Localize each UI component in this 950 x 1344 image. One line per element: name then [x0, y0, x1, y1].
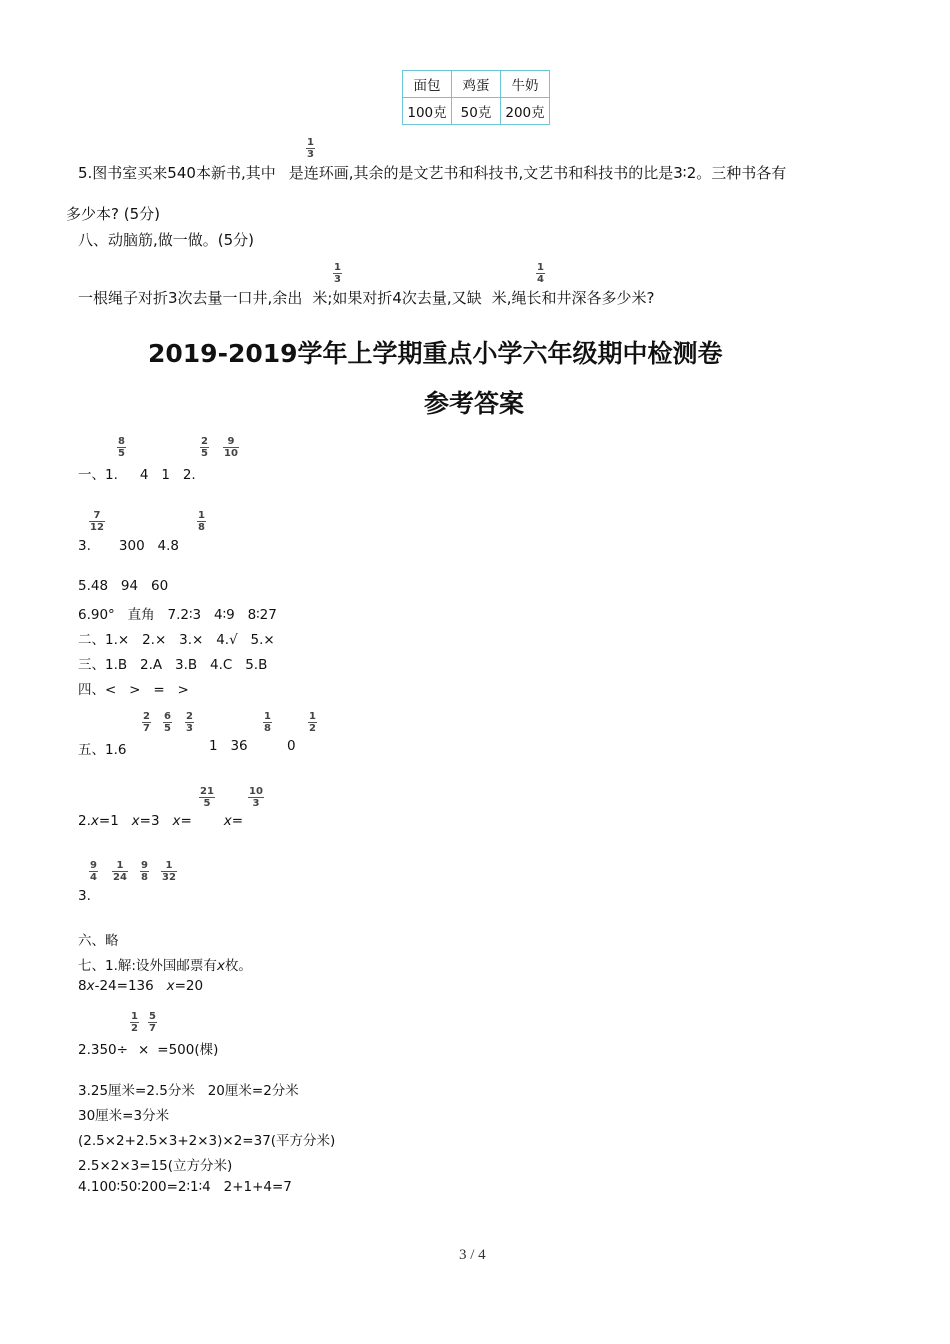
- fraction: $\frac{9}{10}$: [224, 436, 238, 459]
- answer-subtitle: 参考答案: [424, 389, 525, 418]
- question-5: [78, 162, 786, 183]
- table-header-row: [403, 71, 550, 98]
- fraction: $\frac{9}{4}$: [90, 860, 97, 883]
- answer-line: 6.90° 直角 7.2∶3 4∶9 8∶27: [78, 607, 277, 623]
- fraction: $\frac{6}{5}$: [164, 711, 171, 734]
- fraction: $\frac{9}{8}$: [141, 860, 148, 883]
- answer-line: 8x-24=136 x=20: [78, 978, 204, 994]
- answer-line: 3.: [78, 888, 91, 904]
- fraction: $\frac{1}{8}$: [198, 510, 205, 533]
- answer-line: 5.48 94 60: [78, 578, 169, 594]
- fraction: $\frac{7}{12}$: [90, 510, 104, 533]
- table-header-cell: 面包: [403, 71, 452, 98]
- table-cell: 100克: [403, 98, 452, 125]
- answer-line: 2.5×2×3=15(立方分米): [78, 1158, 233, 1174]
- answer-line-part: 1 36: [209, 738, 248, 754]
- q5-text-b: 是连环画,其余的是文艺书和科技书,文艺书和科技书的比是3∶2。三种书各有: [288, 164, 787, 182]
- fraction: $\frac{1}{3}$: [334, 262, 341, 285]
- answer-line: 2.350÷ × =500(棵): [78, 1042, 219, 1058]
- answer-line: (2.5×2+2.5×3+2×3)×2=37(平方分米): [78, 1133, 336, 1149]
- section-8-question: [78, 287, 654, 308]
- fraction: $\frac{2}{5}$: [201, 436, 208, 459]
- answer-line: 4.100∶50∶200=2∶1∶4 2+1+4=7: [78, 1179, 292, 1195]
- q5-text-a: 5.图书室买来540本新书,其中: [78, 164, 276, 182]
- fraction: $\frac{21}{5}$: [200, 786, 214, 809]
- table-cell: 50克: [452, 98, 501, 125]
- table-header-cell: 鸡蛋: [452, 71, 501, 98]
- answer-line: 一、1. 4 1 2.: [78, 467, 196, 483]
- fraction: $\frac{8}{5}$: [118, 436, 125, 459]
- answer-line: 三、1.B 2.A 3.B 4.C 5.B: [78, 657, 268, 673]
- q5-text-c: 多少本? (5分): [66, 205, 160, 223]
- fraction: $\frac{1}{4}$: [537, 262, 544, 285]
- fraction: $\frac{10}{3}$: [249, 786, 263, 809]
- section-8-title: 八、动脑筋,做一做。(5分): [78, 231, 255, 249]
- table-header-cell: 牛奶: [501, 71, 550, 98]
- answer-title: 2019-2019学年上学期重点小学六年级期中检测卷: [148, 339, 723, 368]
- answer-line: 3.25厘米=2.5分米 20厘米=2分米: [78, 1083, 299, 1099]
- s8-text-a: 一根绳子对折3次去量一口井,余出: [78, 289, 303, 307]
- fraction: $\frac{1}{2}$: [131, 1011, 138, 1034]
- fraction: $\frac{2}{7}$: [143, 711, 150, 734]
- s8-text-c: 米,绳长和井深各多少米?: [491, 289, 655, 307]
- answer-line: 二、1.× 2.× 3.× 4.√ 5.×: [78, 632, 275, 648]
- fraction: $\frac{1}{2}$: [309, 711, 316, 734]
- answer-line: 2.x=1 x=3 x= x=: [78, 813, 244, 829]
- answer-line: 3. 300 4.8: [78, 538, 180, 554]
- answer-line: 六、略: [78, 933, 119, 949]
- answer-line: 五、1.6: [78, 742, 127, 758]
- fraction: $\frac{1}{3}$: [307, 137, 314, 160]
- food-table: [402, 70, 550, 125]
- answer-line: 七、1.解:设外国邮票有x枚。: [78, 958, 252, 974]
- answer-line: 30厘米=3分米: [78, 1108, 170, 1124]
- answer-line: 四、< > = >: [78, 682, 189, 698]
- answer-line-part: 0: [287, 738, 296, 754]
- page-number: 3 / 4: [459, 1247, 486, 1263]
- table-cell: 200克: [501, 98, 550, 125]
- fraction: $\frac{1}{32}$: [162, 860, 176, 883]
- fraction: $\frac{5}{7}$: [149, 1011, 156, 1034]
- s8-text-b: 米;如果对折4次去量,又缺: [312, 289, 482, 307]
- fraction: $\frac{2}{3}$: [186, 711, 193, 734]
- fraction: $\frac{1}{24}$: [113, 860, 127, 883]
- fraction: $\frac{1}{8}$: [264, 711, 271, 734]
- table-row: [403, 98, 550, 125]
